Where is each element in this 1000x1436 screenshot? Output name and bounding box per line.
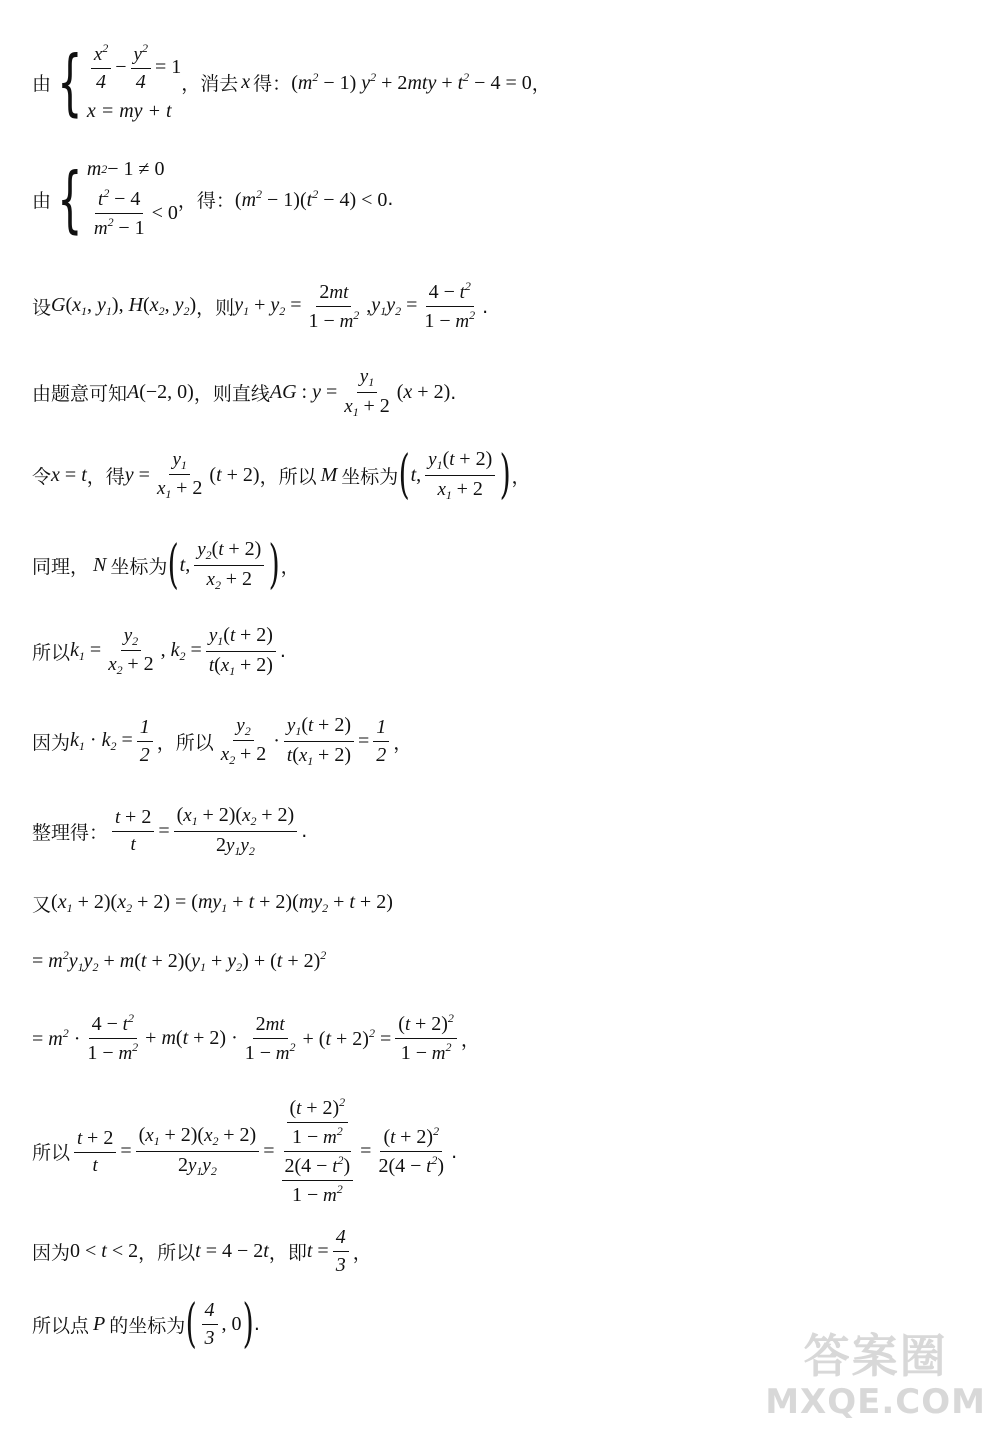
text-you: 由: [32, 72, 52, 95]
solution-line-2: 由 { m 2 − 1 ≠ 0 $\frac{t^2 - 4}{m^2 - 1}$ < 0 ，得： $(m^2 - 1)(t^2 - 4) < 0$ .: [32, 157, 394, 241]
points-gh: $G(x_1$, $y_1$), $H(x_2$, $y_2$): [51, 294, 197, 318]
solution-line-6: 同理， N 坐标为 ( t, $\frac{y_2(t + 2)}{x_2 + 2}$ ) ，: [32, 535, 300, 596]
solution-line-10: 又 $(x_1 + 2)(x_2 + 2) = (my_1 + t + 2)(my_2 + t + 2)$: [32, 891, 393, 916]
solution-line-7: 所以 $k_1$ = $\frac{y_2}{x_2 + 2}$ , $k_2$ = $\frac{y_1(t + 2)}{t(x_1 + 2)}$ .: [32, 624, 286, 678]
solution-line-15: 所以点 P 的坐标为 ( $\frac{4}{3}$ , 0 ) .: [32, 1294, 260, 1354]
solution-line-11: = $m^2y_1y_2 + m(t + 2)(y_1 + y_2) + (t + 2)^2$: [32, 948, 327, 974]
solution-line-5: 令 x = t ，得 y = $\frac{y_1}{x_1 + 2}$ (t + 2) ，所以 M 坐标为 ( t, $\frac{y_1(t + 2)}{x_1 + 2}$ ) ，: [32, 445, 531, 506]
solution-line-14: 因为 0 < t < 2 ，所以 t = 4 − 2t ，即 t = $\frac{4}{3}$ ，: [32, 1226, 372, 1276]
solution-line-8: 因为 $k_1 \cdot k_2$ = $\frac{1}{2}$ ，所以 $\frac{y_2}{x_2 + 2}$ · $\frac{y_1(t + 2)}{t(x_1 + 2)}$ = $\frac{1}{2}$ ，: [32, 714, 413, 768]
solution-line-13: 所以 $\frac{t + 2}{t}$ = $\frac{(x_1 + 2)(x_2 + 2)}{2y_1y_2}$ = $\frac{\frac{(t + 2)^2}{1 - m^2}}{\frac{2(4 - t^2)}{1 - m^2}}$ = $\frac{(t + 2)^2}{2(4 - t^2)}$ .: [32, 1095, 458, 1206]
inequality: $(m^2 - 1)(t^2 - 4) < 0$: [234, 186, 388, 211]
equation-system-1: $\frac{x^2}{4}$ − $\frac{y^2}{4}$ = 1 x = my + t: [86, 41, 182, 122]
system-brace: {: [57, 157, 83, 241]
solution-line-12: = $m^2$ · $\frac{4 - t^2}{1 - m^2}$ + m(t + 2) · $\frac{2mt}{1 - m^2}$ + $(t + 2)^2$ = $\frac{(t + 2)^2}{1 - m^2}$ ，: [32, 1011, 480, 1064]
solution-line-9: 整理得： $\frac{t + 2}{t}$ = $\frac{(x_1 + 2)(x_2 + 2)}{2y_1y_2}$ .: [32, 804, 308, 858]
condition-system: m 2 − 1 ≠ 0 $\frac{t^2 - 4}{m^2 - 1}$ < 0: [86, 158, 178, 239]
solution-line-1: 由 { $\frac{x^2}{4}$ − $\frac{y^2}{4}$ = 1 x = my + t ，消去 x 得： $(m^2 - 1) y^2 + 2mty + t^2 - 4 = 0$ ，: [32, 40, 551, 125]
solution-line-4: 由题意可知 A(−2, 0) ，则直线 AG : y = $\frac{y_1}{x_1 + 2}$ (x + 2) .: [32, 366, 457, 419]
quadratic-equation: $(m^2 - 1) y^2 + 2mty + t^2 - 4 = 0$: [291, 69, 532, 94]
site-watermark: 答案圈 MXQE.COM: [765, 1329, 986, 1422]
system-brace: {: [57, 40, 83, 125]
compound-fraction: $\frac{\frac{(t + 2)^2}{1 - m^2}}{\frac{2(4 - t^2)}{1 - m^2}}$: [279, 1096, 357, 1207]
solution-line-3: 设 $G(x_1$, $y_1$), $H(x_2$, $y_2$) ，则 $y_1 + y_2$ = $\frac{2mt}{1 - m^2}$ , $y_1y_2$ = $\frac{4 - t^2}{1 - m^2}$ .: [32, 279, 489, 332]
